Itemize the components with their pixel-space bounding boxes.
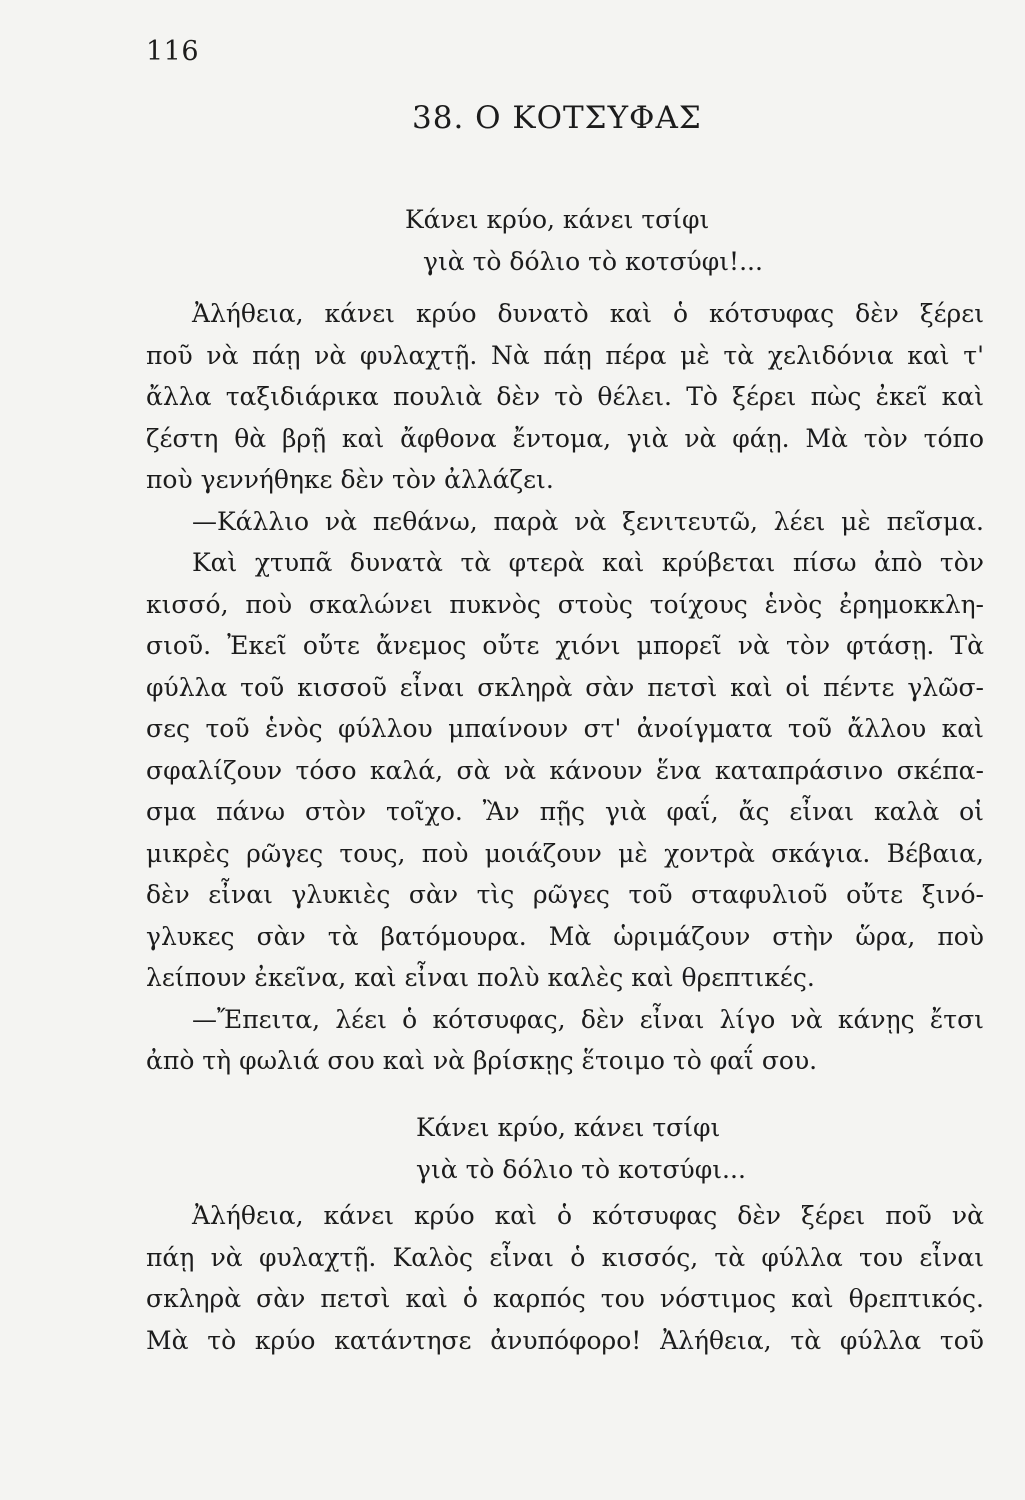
verse-couplet [416, 1107, 746, 1191]
verse-couplet [405, 199, 763, 283]
text-line: μικρὲς ρῶγες τους, ποὺ μοιάζουν μὲ χοντρὰ σκάγια. Βέβαια, [146, 838, 984, 868]
text-line: Ἀλήθεια, κάνει κρύο καὶ ὁ κότσυφας δὲν ξέρει ποῦ νὰ [192, 1201, 984, 1230]
text-line: ἄλλα ταξιδιάρικα πουλιὰ δὲν τὸ θέλει. Τὸ ξέρει πὼς ἐκεῖ καὶ [146, 382, 984, 411]
text-line: σκληρὰ σὰν πετσὶ καὶ ὁ καρπός του νόστιμος καὶ θρεπτικός. [146, 1284, 984, 1313]
page-number: 116 [146, 36, 200, 67]
verse-line: Κάνει κρύο, κάνει τσίφι [405, 205, 710, 234]
text-line: Μὰ τὸ κρύο κατάντησε ἀνυπόφορο! Ἀλήθεια, τὰ φύλλα τοῦ [146, 1325, 984, 1355]
text-line: Καὶ χτυπᾶ δυνατὰ τὰ φτερὰ καὶ κρύβεται πίσω ἀπὸ τὸν [192, 548, 984, 577]
text-line: ἀπὸ τὴ φωλιά σου καὶ νὰ βρίσκῃς ἕτοιμο τὸ φαΐ σου. [146, 1046, 818, 1075]
prose-block [146, 293, 984, 1082]
text-line: σφαλίζουν τόσο καλά, σὰ νὰ κάνουν ἕνα καταπράσινο σκέπα- [146, 755, 984, 785]
verse-line: Κάνει κρύο, κάνει τσίφι [416, 1113, 721, 1142]
text-line: σμα πάνω στὸν τοῖχο. Ἂν πῇς γιὰ φαΐ, ἄς εἶναι καλὰ οἱ [146, 797, 984, 826]
text-line: κισσό, ποὺ σκαλώνει πυκνὸς στοὺς τοίχους ἑνὸς ἐρημοκκλη- [146, 589, 984, 619]
text-line: ζέστη θὰ βρῇ καὶ ἄφθονα ἔντομα, γιὰ νὰ φάῃ. Μὰ τὸν τόπο [146, 423, 984, 453]
text-line: —Κάλλιο νὰ πεθάνω, παρὰ νὰ ξενιτευτῶ, λέει μὲ πεῖσμα. [192, 506, 984, 536]
text-line: δὲν εἶναι γλυκιὲς σὰν τὶς ρῶγες τοῦ σταφυλιοῦ οὔτε ξινό- [146, 880, 984, 909]
text-line: σες τοῦ ἑνὸς φύλλου μπαίνουν στ' ἀνοίγματα τοῦ ἄλλου καὶ [146, 714, 984, 743]
text-line: γλυκες σὰν τὰ βατόμουρα. Μὰ ὡριμάζουν στὴν ὥρα, ποὺ [146, 921, 984, 951]
text-line: σιοῦ. Ἐκεῖ οὔτε ἄνεμος οὔτε χιόνι μπορεῖ νὰ τὸν φτάσῃ. Τὰ [146, 631, 984, 660]
chapter-title: 38. Ο ΚΟΤΣΥΦΑΣ [412, 100, 702, 136]
verse-line: γιὰ τὸ δόλιο τὸ κοτσύφι... [416, 1155, 746, 1184]
text-line: —Ἔπειτα, λέει ὁ κότσυφας, δὲν εἶναι λίγο νὰ κάνῃς ἔτσι [192, 1004, 984, 1034]
text-line: λείπουν ἐκεῖνα, καὶ εἶναι πολὺ καλὲς καὶ θρεπτικές. [146, 963, 815, 992]
text-line: ποῦ νὰ πάῃ νὰ φυλαχτῇ. Νὰ πάῃ πέρα μὲ τὰ χελιδόνια καὶ τ' [146, 340, 984, 370]
text-line: φύλλα τοῦ κισσοῦ εἶναι σκληρὰ σὰν πετσὶ καὶ οἱ πέντε γλῶσ- [146, 672, 984, 702]
verse-line: γιὰ τὸ δόλιο τὸ κοτσύφι!... [423, 247, 763, 276]
prose-block [146, 1195, 984, 1361]
text-line: πάῃ νὰ φυλαχτῇ. Καλὸς εἶναι ὁ κισσός, τὰ φύλλα του εἶναι [146, 1242, 984, 1272]
text-line: Ἀλήθεια, κάνει κρύο δυνατὸ καὶ ὁ κότσυφας δὲν ξέρει [192, 299, 984, 328]
text-line: ποὺ γεννήθηκε δὲν τὸν ἀλλάζει. [146, 465, 554, 494]
